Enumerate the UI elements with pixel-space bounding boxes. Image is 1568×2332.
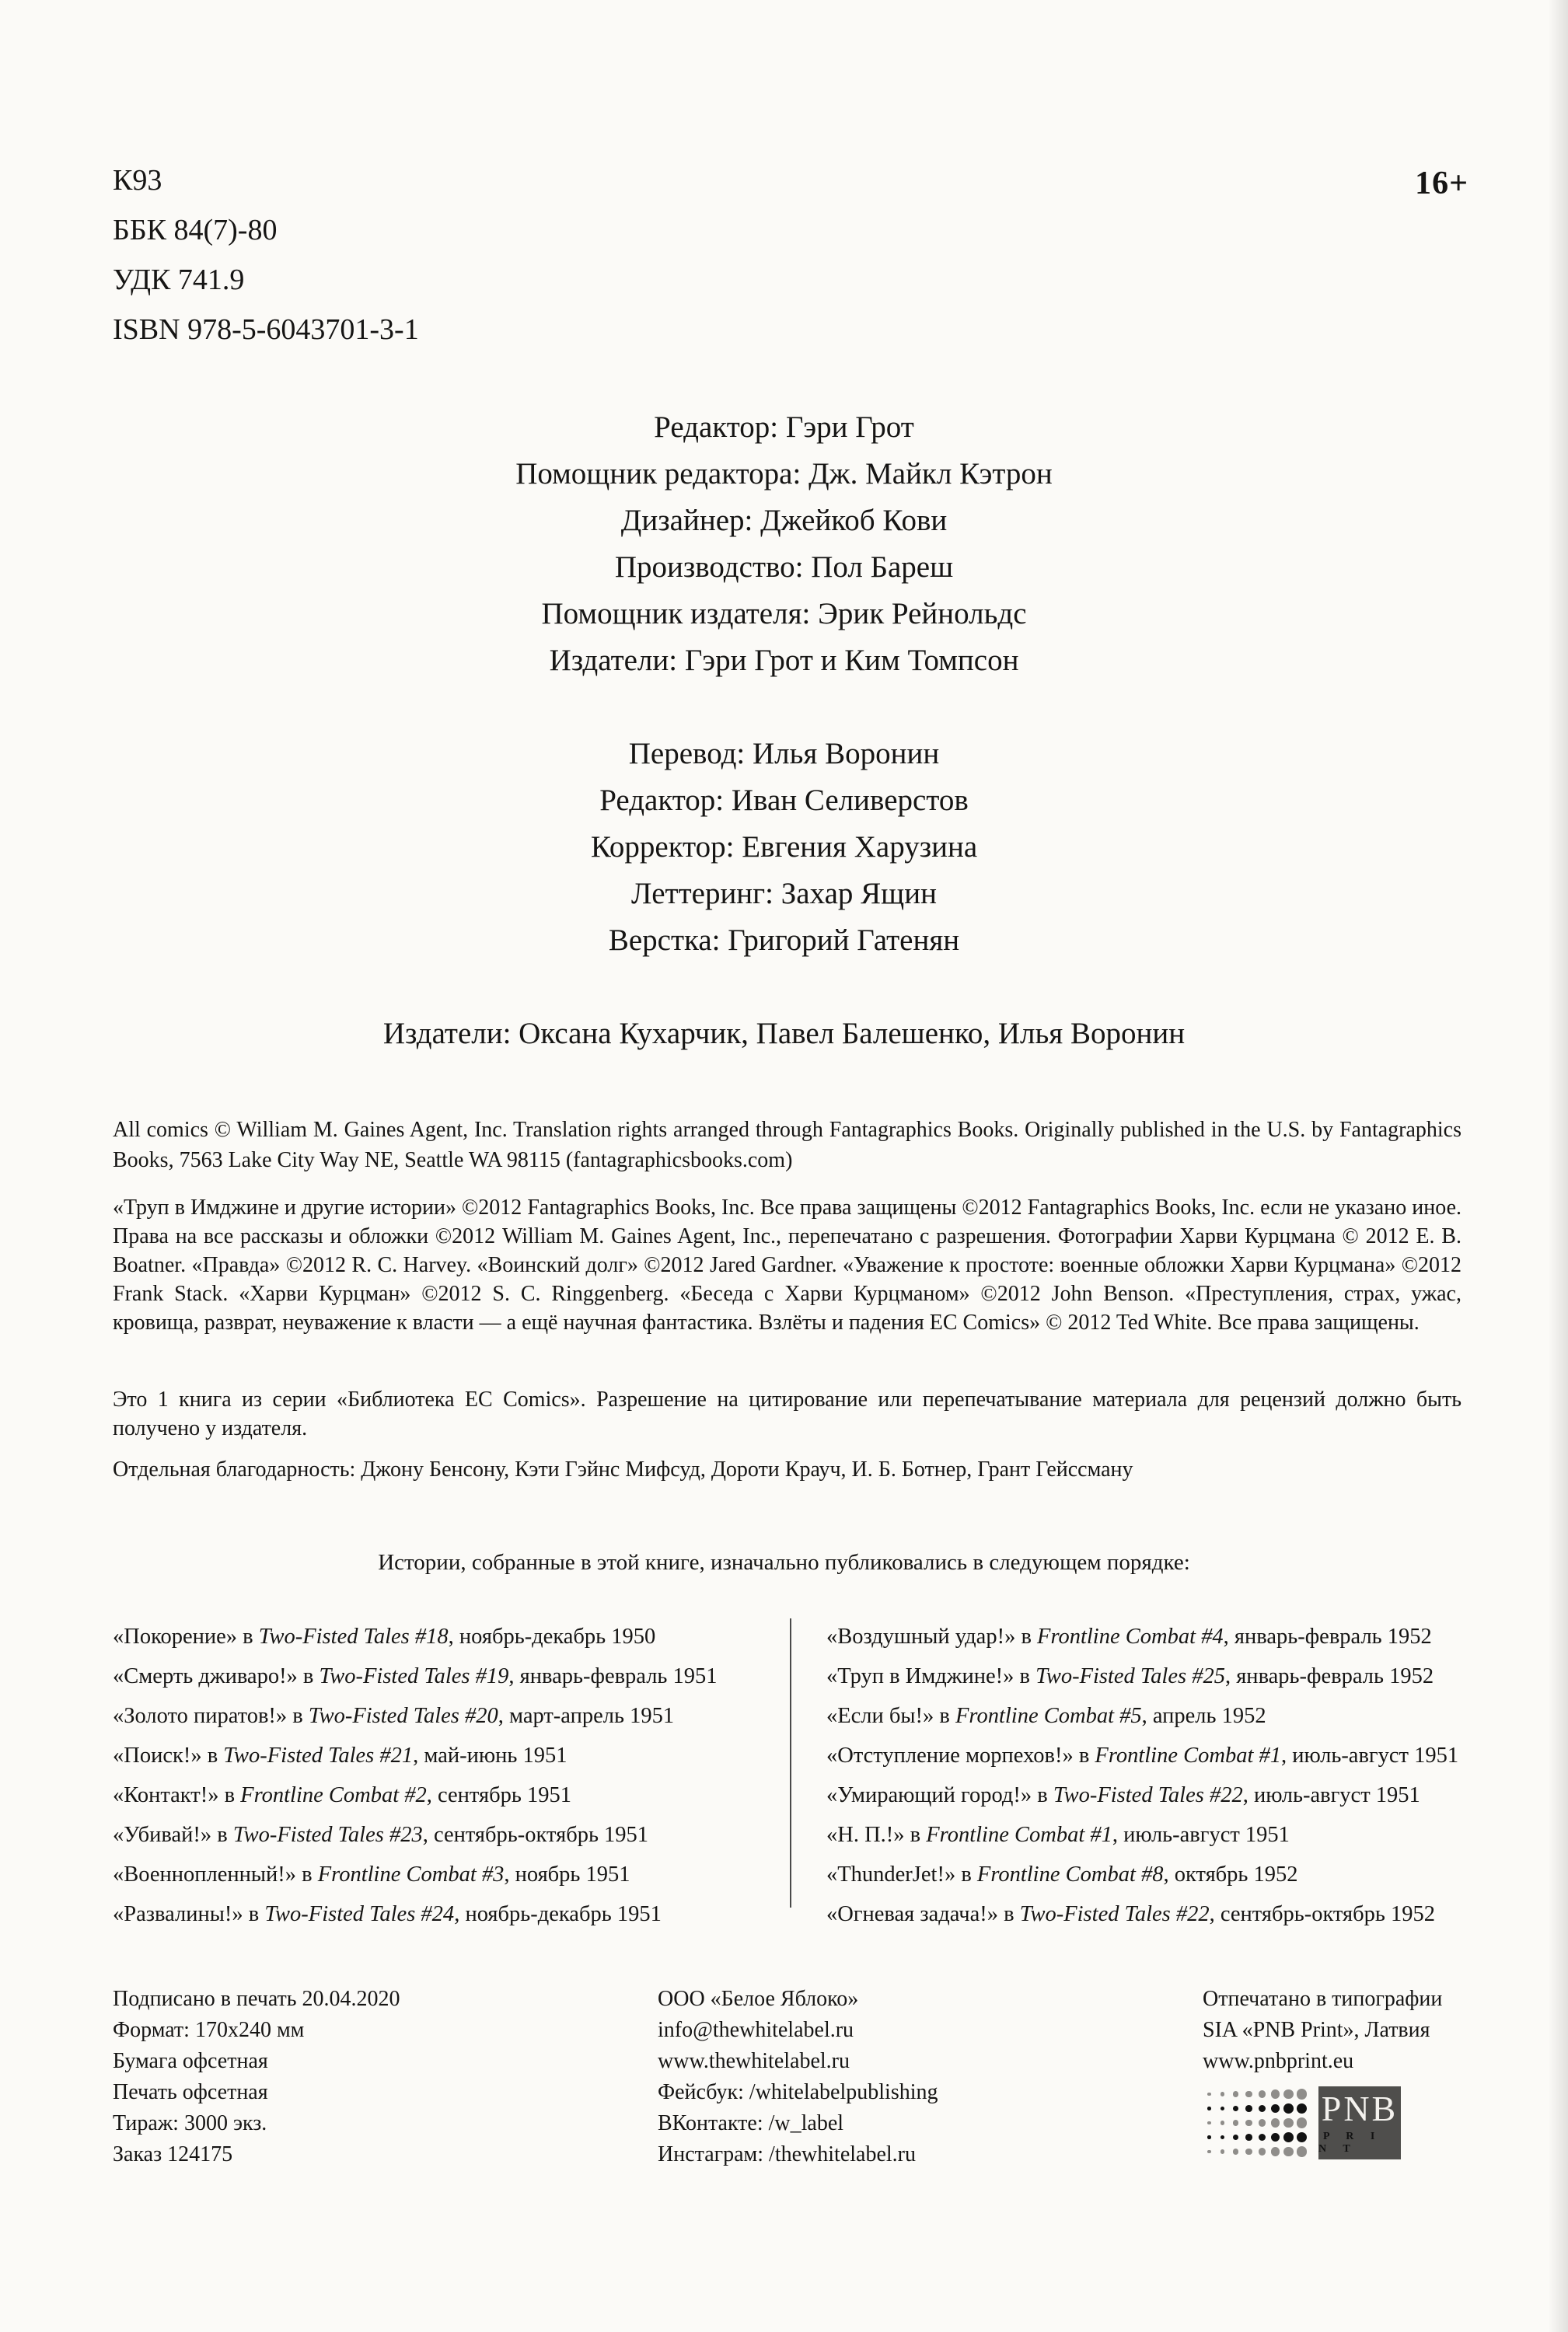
printer-column xyxy=(1203,1984,1545,2077)
publisher-facebook: Фейсбук: /whitelabelpublishing xyxy=(658,2080,938,2104)
story-item: «Поиск!» в Two-Fisted Tales #21, май-июнь 1951 xyxy=(113,1744,567,1768)
magazine-title: Two-Fisted Tales #20 xyxy=(308,1704,498,1728)
printer-line: Отпечатано в типографии xyxy=(1203,1987,1443,2011)
print-type: Печать офсетная xyxy=(113,2080,268,2104)
story-item: «Военнопленный!» в Frontline Combat #3, ноябрь 1951 xyxy=(113,1862,630,1887)
print-date: Подписано в печать 20.04.2020 xyxy=(113,1987,400,2011)
story-item: «Смерть дживаро!» в Two-Fisted Tales #19, январь-февраль 1951 xyxy=(113,1664,718,1688)
credit-line: Издатели: Гэри Грот и Ким Томпсон xyxy=(549,644,1019,677)
story-item: «Воздушный удар!» в Frontline Combat #4, январь-февраль 1952 xyxy=(826,1625,1432,1649)
magazine-title: Frontline Combat #5 xyxy=(955,1704,1142,1728)
print-run: Тираж: 3000 экз. xyxy=(113,2111,267,2135)
russian-credits-block xyxy=(0,731,1568,964)
magazine-title: Two-Fisted Tales #23 xyxy=(232,1823,423,1847)
story-item: «Н. П.!» в Frontline Combat #1, июль-август 1951 xyxy=(826,1823,1290,1847)
original-credits-block xyxy=(0,404,1568,684)
credit-line: Помощник издателя: Эрик Рейнольдс xyxy=(541,597,1027,630)
credit-line: Леттеринг: Захар Ящин xyxy=(631,877,937,910)
pnb-dot-matrix xyxy=(1203,2088,1308,2158)
paper-type: Бумага офсетная xyxy=(113,2049,268,2073)
magazine-title: Two-Fisted Tales #21 xyxy=(223,1744,414,1768)
bibliographic-block xyxy=(113,155,419,354)
printer-name: SIA «PNB Print», Латвия xyxy=(1203,2018,1430,2042)
magazine-title: Frontline Combat #4 xyxy=(1037,1625,1224,1649)
story-item: «ThunderJet!» в Frontline Combat #8, октябрь 1952 xyxy=(826,1862,1298,1887)
order-number: Заказ 124175 xyxy=(113,2142,233,2166)
credit-line: Верстка: Григорий Гатенян xyxy=(608,923,960,957)
english-copyright-paragraph: All comics © William M. Gaines Agent, Inc. Translation rights arranged through Fantagraphics Books. Originally published in the U.S. by Fantagraphics Books, 7563 Lake City Way NE, Seattle WA 98115 (fantagraphicsbooks.com) xyxy=(113,1118,1461,1172)
magazine-title: Two-Fisted Tales #25 xyxy=(1035,1664,1225,1688)
age-rating-badge: 16+ xyxy=(1415,166,1468,201)
printer-website: www.pnbprint.eu xyxy=(1203,2049,1354,2073)
magazine-title: Frontline Combat #3 xyxy=(317,1862,505,1887)
stories-list-header: Истории, собранные в этой книге, изначально публиковались в следующем порядке: xyxy=(378,1550,1190,1575)
series-note-paragraph: Это 1 книга из серии «Библиотека EC Comics». Разрешение на цитирование или перепечатывание материала для рецензий должно быть получено у издателя. xyxy=(113,1388,1461,1440)
pnb-logo-subtext: P R I N T xyxy=(1318,2131,1382,2155)
magazine-title: Frontline Combat #2 xyxy=(240,1783,427,1807)
magazine-title: Frontline Combat #8 xyxy=(976,1862,1164,1887)
magazine-title: Two-Fisted Tales #18 xyxy=(258,1625,449,1649)
magazine-title: Two-Fisted Tales #22 xyxy=(1019,1902,1210,1926)
credit-line: Редактор: Иван Селиверстов xyxy=(599,784,969,817)
story-item: «Развалины!» в Two-Fisted Tales #24, ноябрь-декабрь 1951 xyxy=(113,1902,662,1926)
column-divider xyxy=(790,1618,791,1908)
publisher-contacts-column xyxy=(658,1984,1155,2170)
credit-line: Дизайнер: Джейкоб Кови xyxy=(620,504,948,537)
bbk-code: ББК 84(7)-80 xyxy=(113,214,278,246)
credit-line: Корректор: Евгения Харузина xyxy=(590,830,978,864)
credit-line: Производство: Пол Бареш xyxy=(614,550,954,584)
story-item: «Убивай!» в Two-Fisted Tales #23, сентябрь-октябрь 1951 xyxy=(113,1823,649,1847)
pnb-print-logo xyxy=(1203,2086,1401,2159)
magazine-title: Two-Fisted Tales #24 xyxy=(264,1902,455,1926)
rights-paragraph: «Труп в Имджине и другие истории» ©2012 Fantagraphics Books, Inc. Все права защищены ©2012 Fantagraphics Books, Inc. если не указано иное. Права на все рассказы и обложки ©2012 William M. Gaines Agent, Inc., перепечатано с разрешения. Фотографии Харви Курцмана © 2012 E. B. Boatner. «Правда» ©2012 R. C. Harvey. «Воинский долг» ©2012 Jared Gardner. «Уважение к простоте: военные обложки Харви Курцмана» ©2012 Frank Stack. «Харви Курцман» ©2012 S. C. Ringgenberg. «Беседа с Харви Курцманом» ©2012 John Benson. «Преступления, страх, ужас, кровища, разврат, неуважение к власти — а ещё научная фантастика. Взлёты и падения EC Comics» © 2012 Ted White. Все права защищены. xyxy=(113,1196,1462,1335)
isbn: ISBN 978-5-6043701-3-1 xyxy=(113,313,419,346)
story-item: «Если бы!» в Frontline Combat #5, апрель 1952 xyxy=(826,1704,1266,1728)
story-item: «Огневая задача!» в Two-Fisted Tales #22, сентябрь-октябрь 1952 xyxy=(826,1902,1435,1926)
credit-line: Перевод: Илья Воронин xyxy=(628,737,940,770)
publisher-instagram: Инстаграм: /thewhitelabel.ru xyxy=(658,2142,916,2166)
story-item: «Умирающий город!» в Two-Fisted Tales #22, июль-август 1951 xyxy=(826,1783,1420,1807)
stories-column-right xyxy=(826,1617,1526,1934)
publisher-vk: ВКонтакте: /w_label xyxy=(658,2111,844,2135)
magazine-title: Frontline Combat #1 xyxy=(926,1823,1112,1847)
publisher-name: ООО «Белое Яблоко» xyxy=(658,1987,859,2011)
format: Формат: 170x240 мм xyxy=(113,2018,305,2042)
acknowledgements-line: Отдельная благодарность: Джону Бенсону, Кэти Гэйнс Мифсуд, Дороти Крауч, И. Б. Ботнер, Грант Гейссману xyxy=(113,1458,1133,1482)
pnb-logo-text: PNB xyxy=(1321,2089,1399,2128)
publishers-line: Издатели: Оксана Кухарчик, Павел Балешенко, Илья Воронин xyxy=(382,1017,1186,1050)
story-item: «Золото пиратов!» в Two-Fisted Tales #20, март-апрель 1951 xyxy=(113,1704,675,1728)
magazine-title: Two-Fisted Tales #22 xyxy=(1053,1783,1243,1807)
credit-line: Редактор: Гэри Грот xyxy=(654,410,914,444)
stories-column-left xyxy=(113,1617,781,1934)
story-item: «Отступление морпехов!» в Frontline Combat #1, июль-август 1951 xyxy=(826,1744,1459,1768)
pnb-logo-box xyxy=(1318,2086,1401,2159)
magazine-title: Two-Fisted Tales #19 xyxy=(319,1664,509,1688)
publisher-email: info@thewhitelabel.ru xyxy=(658,2018,854,2042)
story-item: «Покорение» в Two-Fisted Tales #18, ноябрь-декабрь 1950 xyxy=(113,1625,656,1649)
print-details-column xyxy=(113,1984,610,2170)
udk-code: УДК 741.9 xyxy=(113,264,245,296)
classification-code: К93 xyxy=(113,164,162,197)
credit-line: Помощник редактора: Дж. Майкл Кэтрон xyxy=(515,457,1053,490)
story-item: «Контакт!» в Frontline Combat #2, сентябрь 1951 xyxy=(113,1783,571,1807)
story-item: «Труп в Имджине!» в Two-Fisted Tales #25, январь-февраль 1952 xyxy=(826,1664,1434,1688)
magazine-title: Frontline Combat #1 xyxy=(1095,1744,1282,1768)
publisher-website: www.thewhitelabel.ru xyxy=(658,2049,850,2073)
